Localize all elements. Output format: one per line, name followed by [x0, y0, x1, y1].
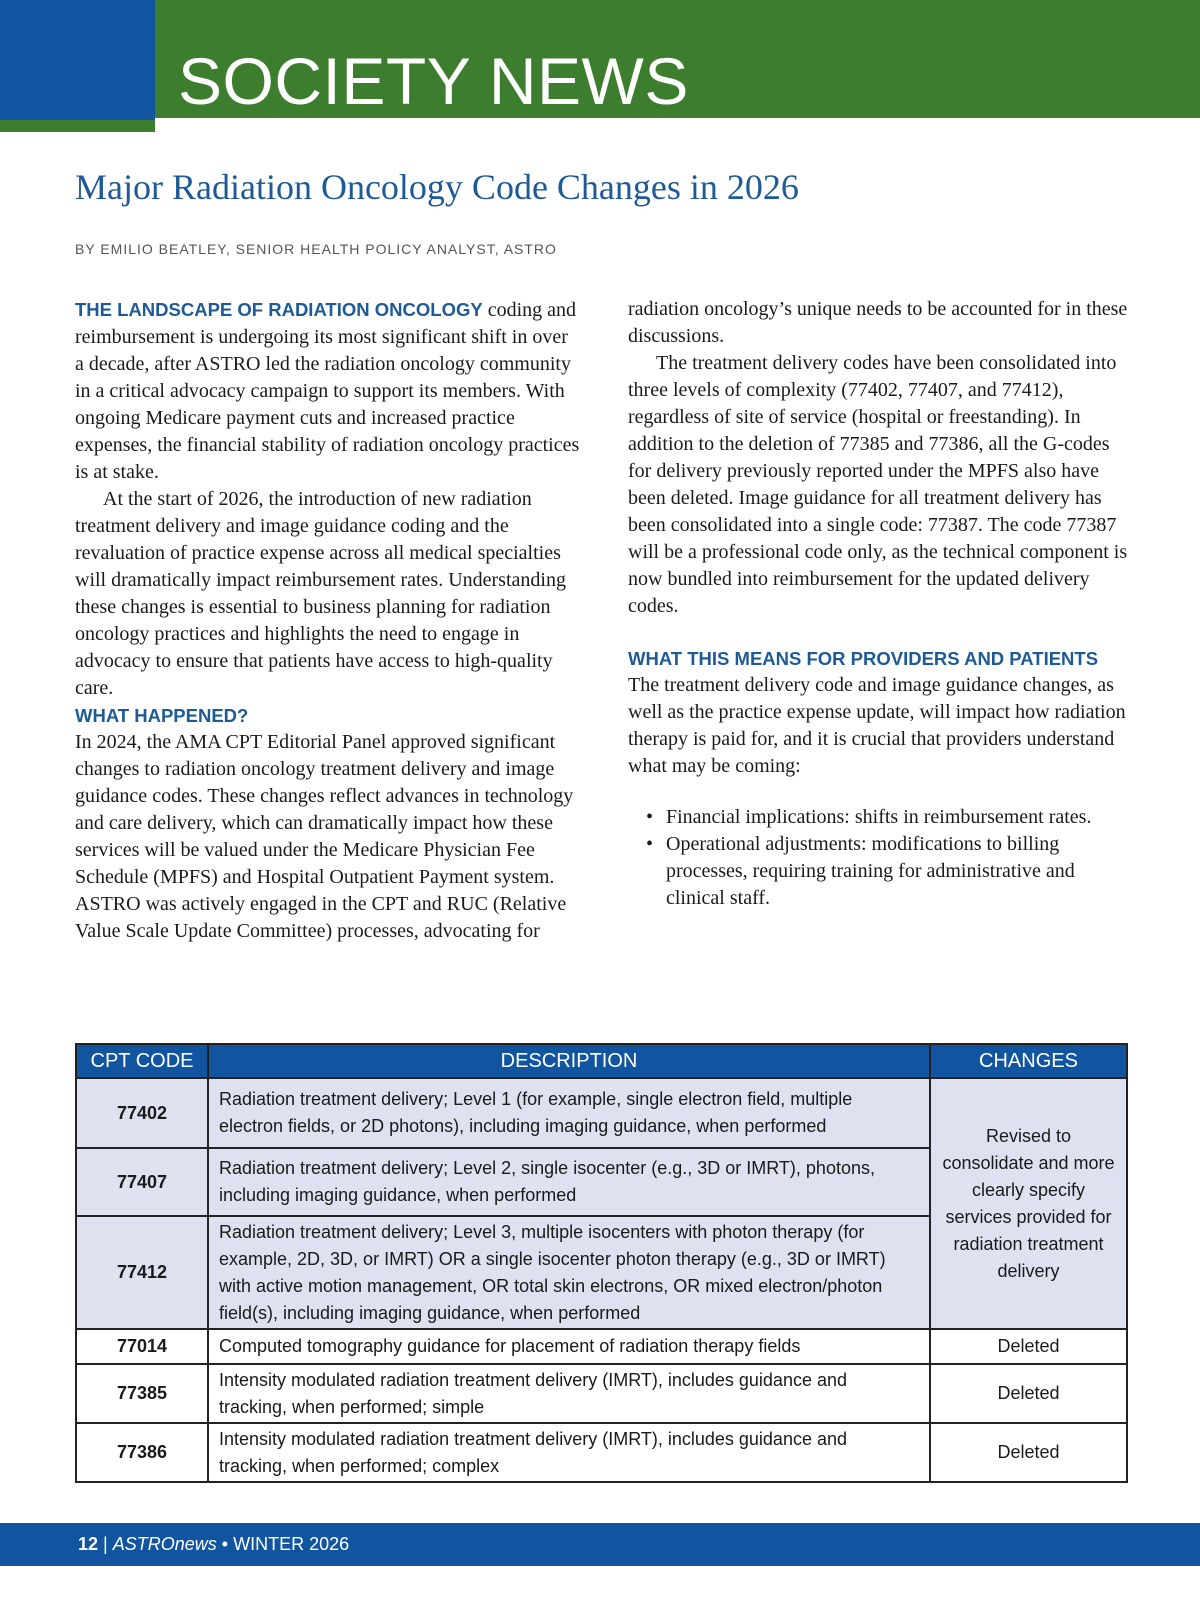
footer-dot: • [221, 1534, 229, 1554]
table-row [76, 1329, 1127, 1364]
description-cell: Radiation treatment delivery; Level 3, multiple isocenters with photon therapy (for example, 2D, 3D, or IMRT) OR a single isocenter photon therapy (e.g., 3D or IMRT) with active motion management, OR total skin electrons, OR mixed electron/photon field(s), including imaging guidance, when performed [208, 1216, 930, 1329]
footer-separator: | [103, 1534, 108, 1554]
header-banner-accent-line [0, 120, 155, 132]
description-cell: Radiation treatment delivery; Level 2, single isocenter (e.g., 3D or IMRT), photons, including imaging guidance, when performed [208, 1148, 930, 1216]
publication-name: ASTROnews [112, 1534, 217, 1554]
right-paragraph-1: radiation oncology’s unique needs to be accounted for in these discussions. [628, 298, 1128, 347]
article-title: Major Radiation Oncology Code Changes in 2026 [75, 167, 799, 207]
section-title: SOCIETY NEWS [178, 44, 689, 118]
left-paragraph-3: In 2024, the AMA CPT Editorial Panel approved significant changes to radiation oncology treatment delivery and image guidance codes. These changes reflect advances in technology and care delivery, which can dramatically impact how these services will be valued under the Medicare Physician Fee Schedule (MPFS) and Hospital Outpatient Payment system. ASTRO was actively engaged in the CPT and RUC (Relative Value Scale Update Committee) processes, advocating for [75, 731, 574, 942]
lead-in: THE LANDSCAPE OF RADIATION ONCOLOGY [75, 299, 483, 320]
issue-date: WINTER 2026 [233, 1534, 350, 1554]
changes-cell: Deleted [930, 1364, 1127, 1423]
description-cell: Intensity modulated radiation treatment delivery (IMRT), includes guidance and tracking, when performed; complex [208, 1423, 930, 1482]
bullet-icon: • [646, 833, 654, 855]
table-row [76, 1078, 1127, 1148]
header-cpt-code: CPT CODE [76, 1044, 208, 1078]
right-paragraph-2: The treatment delivery codes have been consolidated into three levels of complexity (77402, 77407, and 77412), regardless of site of service (hospital or freestanding). In addition to the deletion of 77385 and 77386, all the G-codes for delivery previously reported under the MPFS also have been deleted. Image guidance for all treatment delivery has been consolidated into a single code: 77387. The code 77387 will be a professional code only, as the technical component is now bundled into reimbursement for the updated delivery codes. [628, 352, 1128, 617]
cpt-code-table [75, 1043, 1128, 1483]
bullet-icon: • [646, 806, 654, 828]
right-paragraph-3: The treatment delivery code and image guidance changes, as well as the practice expense update, will impact how radiation therapy is paid for, and it is crucial that providers understand what may be coming: [628, 674, 1126, 777]
description-cell: Radiation treatment delivery; Level 1 (for example, single electron field, multiple electron fields, or 2D photons), including imaging guidance, when performed [208, 1078, 930, 1148]
cpt-code-cell: 77385 [76, 1364, 208, 1423]
changes-cell-revised: Revised to consolidate and more clearly specify services provided for radiation treatment delivery [930, 1078, 1127, 1329]
subhead-what-happened: WHAT HAPPENED? [75, 705, 249, 726]
header-banner-blue-block [0, 0, 155, 120]
list-item [628, 804, 1128, 831]
cpt-code-cell: 77386 [76, 1423, 208, 1482]
article-byline: BY EMILIO BEATLEY, SENIOR HEALTH POLICY ANALYST, ASTRO [75, 241, 557, 257]
list-item-text: Operational adjustments: modifications to billing processes, requiring training for administrative and clinical staff. [666, 833, 1075, 909]
implications-list [628, 804, 1128, 912]
right-column [628, 296, 1128, 912]
cpt-code-cell: 77402 [76, 1078, 208, 1148]
list-item-text: Financial implications: shifts in reimbursement rates. [666, 806, 1092, 828]
header-changes: CHANGES [930, 1044, 1127, 1078]
description-cell: Computed tomography guidance for placement of radiation therapy fields [208, 1329, 930, 1364]
left-column [75, 296, 580, 945]
page-number: 12 [78, 1534, 99, 1554]
cpt-code-cell: 77014 [76, 1329, 208, 1364]
table-header-row [76, 1044, 1127, 1078]
left-paragraph-2: At the start of 2026, the introduction of new radiation treatment delivery and image guidance coding and the revaluation of practice expense across all medical specialties will dramatically impact reimbursement rates. Understanding these changes is essential to business planning for radiation oncology practices and highlights the need to engage in advocacy to ensure that patients have access to high-quality care. [75, 488, 566, 699]
table-row [76, 1364, 1127, 1423]
left-paragraph-1 [75, 296, 580, 486]
left-paragraph-1-text: coding and reimbursement is undergoing its most significant shift in over a decade, after ASTRO led the radiation oncology community in a critical advocacy campaign to support its members. With ongoing Medicare payment cuts and increased practice expenses, the financial stability of radiation oncology practices is at stake. [75, 299, 580, 483]
description-cell: Intensity modulated radiation treatment delivery (IMRT), includes guidance and tracking, when performed; simple [208, 1364, 930, 1423]
cpt-code-cell: 77407 [76, 1148, 208, 1216]
header-description: DESCRIPTION [208, 1044, 930, 1078]
changes-cell: Deleted [930, 1329, 1127, 1364]
changes-cell: Deleted [930, 1423, 1127, 1482]
table-row [76, 1423, 1127, 1482]
cpt-code-cell: 77412 [76, 1216, 208, 1329]
list-item [628, 831, 1128, 912]
footer-folio [78, 1534, 349, 1555]
subhead-what-this-means: WHAT THIS MEANS FOR PROVIDERS AND PATIENTS [628, 648, 1099, 669]
